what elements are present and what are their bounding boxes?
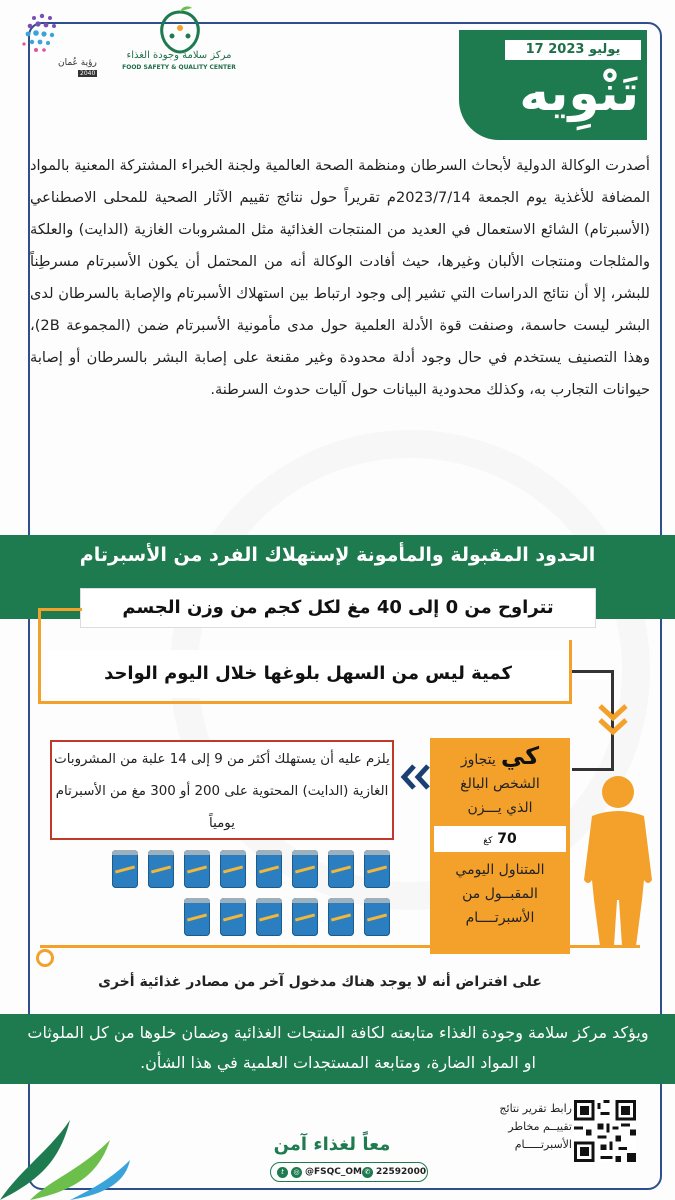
chevron-down-icon	[596, 700, 630, 740]
leaf-decoration	[0, 1100, 150, 1200]
limits-heading: الحدود المقبولة والمأمونة لإستهلاك الفرد من الأسبرتام	[79, 544, 596, 566]
social-bar	[270, 1162, 428, 1182]
soda-cans-group	[74, 850, 390, 946]
orange-connector-left	[38, 608, 48, 704]
person-silhouette-icon	[578, 770, 658, 948]
soda-can-icon	[220, 898, 246, 936]
example-line-2: الشخص البالغ	[460, 776, 540, 792]
weight-value: 70	[497, 831, 517, 847]
body-text: أصدرت الوكالة الدولية لأبحاث السرطان ومنظمة الصحة العالمية ولجنة الخبراء المشتركة المعنية بالمواد المضافة للأغذية يوم الجمعة 2023/7/14م تقريراً حول نتائج تقييم الآثار الصحية للمحلى الاصطناعي (الأسبرتام) الشائع الاستعمال في العديد من المنتجات الغذائية مثل المشروبات الغازية (الدايت) والعلكة والمثلجات ومنتجات الألبان وغيرها، حيث أفادت الوكالة أنه من المحتمل أن يكون الأسبرتام مسرطِناً للبشر، إلا أن نتائج الدراسات التي تشير إلى وجود ارتباط بين استهلاك الأسبرتام والإصابة بالسرطان لدى البشر ليست حاسمة، وصنفت قوة الأدلة العلمية حول مدى مأمونية الأسبرتام ضمن (المجموعة 2B)، وهذا التصنيف يستخدم في حال وجود أدلة محدودة وغير مقنعة على إصابة البشر بالسرطان أو إصابة حيوانات التجارب به، وكذلك محدودية البيانات حول آليات حدوث السرطنة.	[30, 157, 650, 398]
soda-can-icon	[364, 850, 390, 888]
vision-text: رؤية عُمان	[58, 58, 97, 68]
org-name-en: FOOD SAFETY & QUALITY CENTER	[122, 64, 236, 71]
slogan: معاً لغذاء آمن	[273, 1134, 391, 1155]
weight-box	[434, 826, 566, 852]
orange-connector-top	[38, 608, 82, 611]
soda-can-icon	[256, 898, 282, 936]
fsqc-logo-icon	[150, 6, 210, 54]
soda-can-icon	[364, 898, 390, 936]
orange-connector-bottom	[38, 701, 572, 704]
example-line-5: المقبــول من	[462, 886, 538, 902]
example-kay: كي	[500, 742, 540, 770]
phone-icon: ✆	[362, 1167, 373, 1178]
assumption-note: على افتراض أنه لا يوجد هناك مدخول آخر من مصادر غذائية أخرى	[98, 974, 542, 990]
example-card	[430, 738, 570, 954]
example-line-4: المتناول اليومي	[455, 862, 545, 878]
social-handle-group[interactable]	[277, 1167, 362, 1178]
requirement-box: يلزم عليه أن يستهلك أكثر من 9 إلى 14 علبة من المشروبات الغازية (الدايت) المحتوية على 200 أو 300 مغ من الأسبرتام يومياً	[50, 740, 394, 840]
soda-can-icon	[328, 850, 354, 888]
soda-can-icon	[292, 850, 318, 888]
closing-text: ويؤكد مركز سلامة وجودة الغذاء متابعته لكافة المنتجات الغذائية وضمان خلوها من كل الملوثات او المواد الضارة، ومتابعة المستجدات العلمية في هذا الشأن.	[27, 1023, 649, 1072]
social-handle: @FSQC_OM	[305, 1167, 362, 1177]
org-name-ar: مركز سلامة وجودة الغذاء	[126, 50, 232, 61]
limits-range: تتراوح من 0 إلى 40 مغ لكل كجم من وزن الجسم	[80, 588, 596, 628]
soda-can-icon	[220, 850, 246, 888]
can-row	[74, 850, 390, 888]
orange-baseline	[40, 945, 640, 948]
body-paragraph	[30, 150, 650, 406]
phone-number: 22592000	[376, 1167, 427, 1177]
twitter-icon: t	[277, 1167, 288, 1178]
can-row	[74, 898, 390, 936]
example-line-1: يتجاوز	[460, 752, 496, 768]
soda-can-icon	[328, 898, 354, 936]
soda-can-icon	[184, 898, 210, 936]
page-title: تَنْوِيه	[519, 64, 639, 122]
example-line-3: الذي يـــزن	[467, 800, 533, 816]
connector-line-top	[572, 670, 614, 673]
chevron-left-icon	[400, 762, 434, 792]
org-name	[114, 50, 244, 74]
phone-group[interactable]	[362, 1167, 426, 1178]
soda-can-icon	[112, 850, 138, 888]
orange-dot	[36, 949, 54, 967]
report-link-label[interactable]: رابط تقرير نتائج تقييــم مخاطر الأسبرتـــــام	[499, 1102, 572, 1151]
soda-can-icon	[148, 850, 174, 888]
qr-code-icon[interactable]	[574, 1100, 636, 1162]
soda-can-icon	[184, 850, 210, 888]
soda-can-icon	[292, 898, 318, 936]
vision-year: 2040	[80, 70, 96, 77]
notice-date: 17 يوليو 2023	[505, 40, 641, 60]
example-line-6: الأسبرتــــام	[465, 910, 535, 926]
amount-note: كمية ليس من السهل بلوغها خلال اليوم الواحد	[48, 650, 568, 698]
weight-unit: كغ	[483, 836, 493, 846]
soda-can-icon	[256, 850, 282, 888]
instagram-icon: ◎	[291, 1167, 302, 1178]
